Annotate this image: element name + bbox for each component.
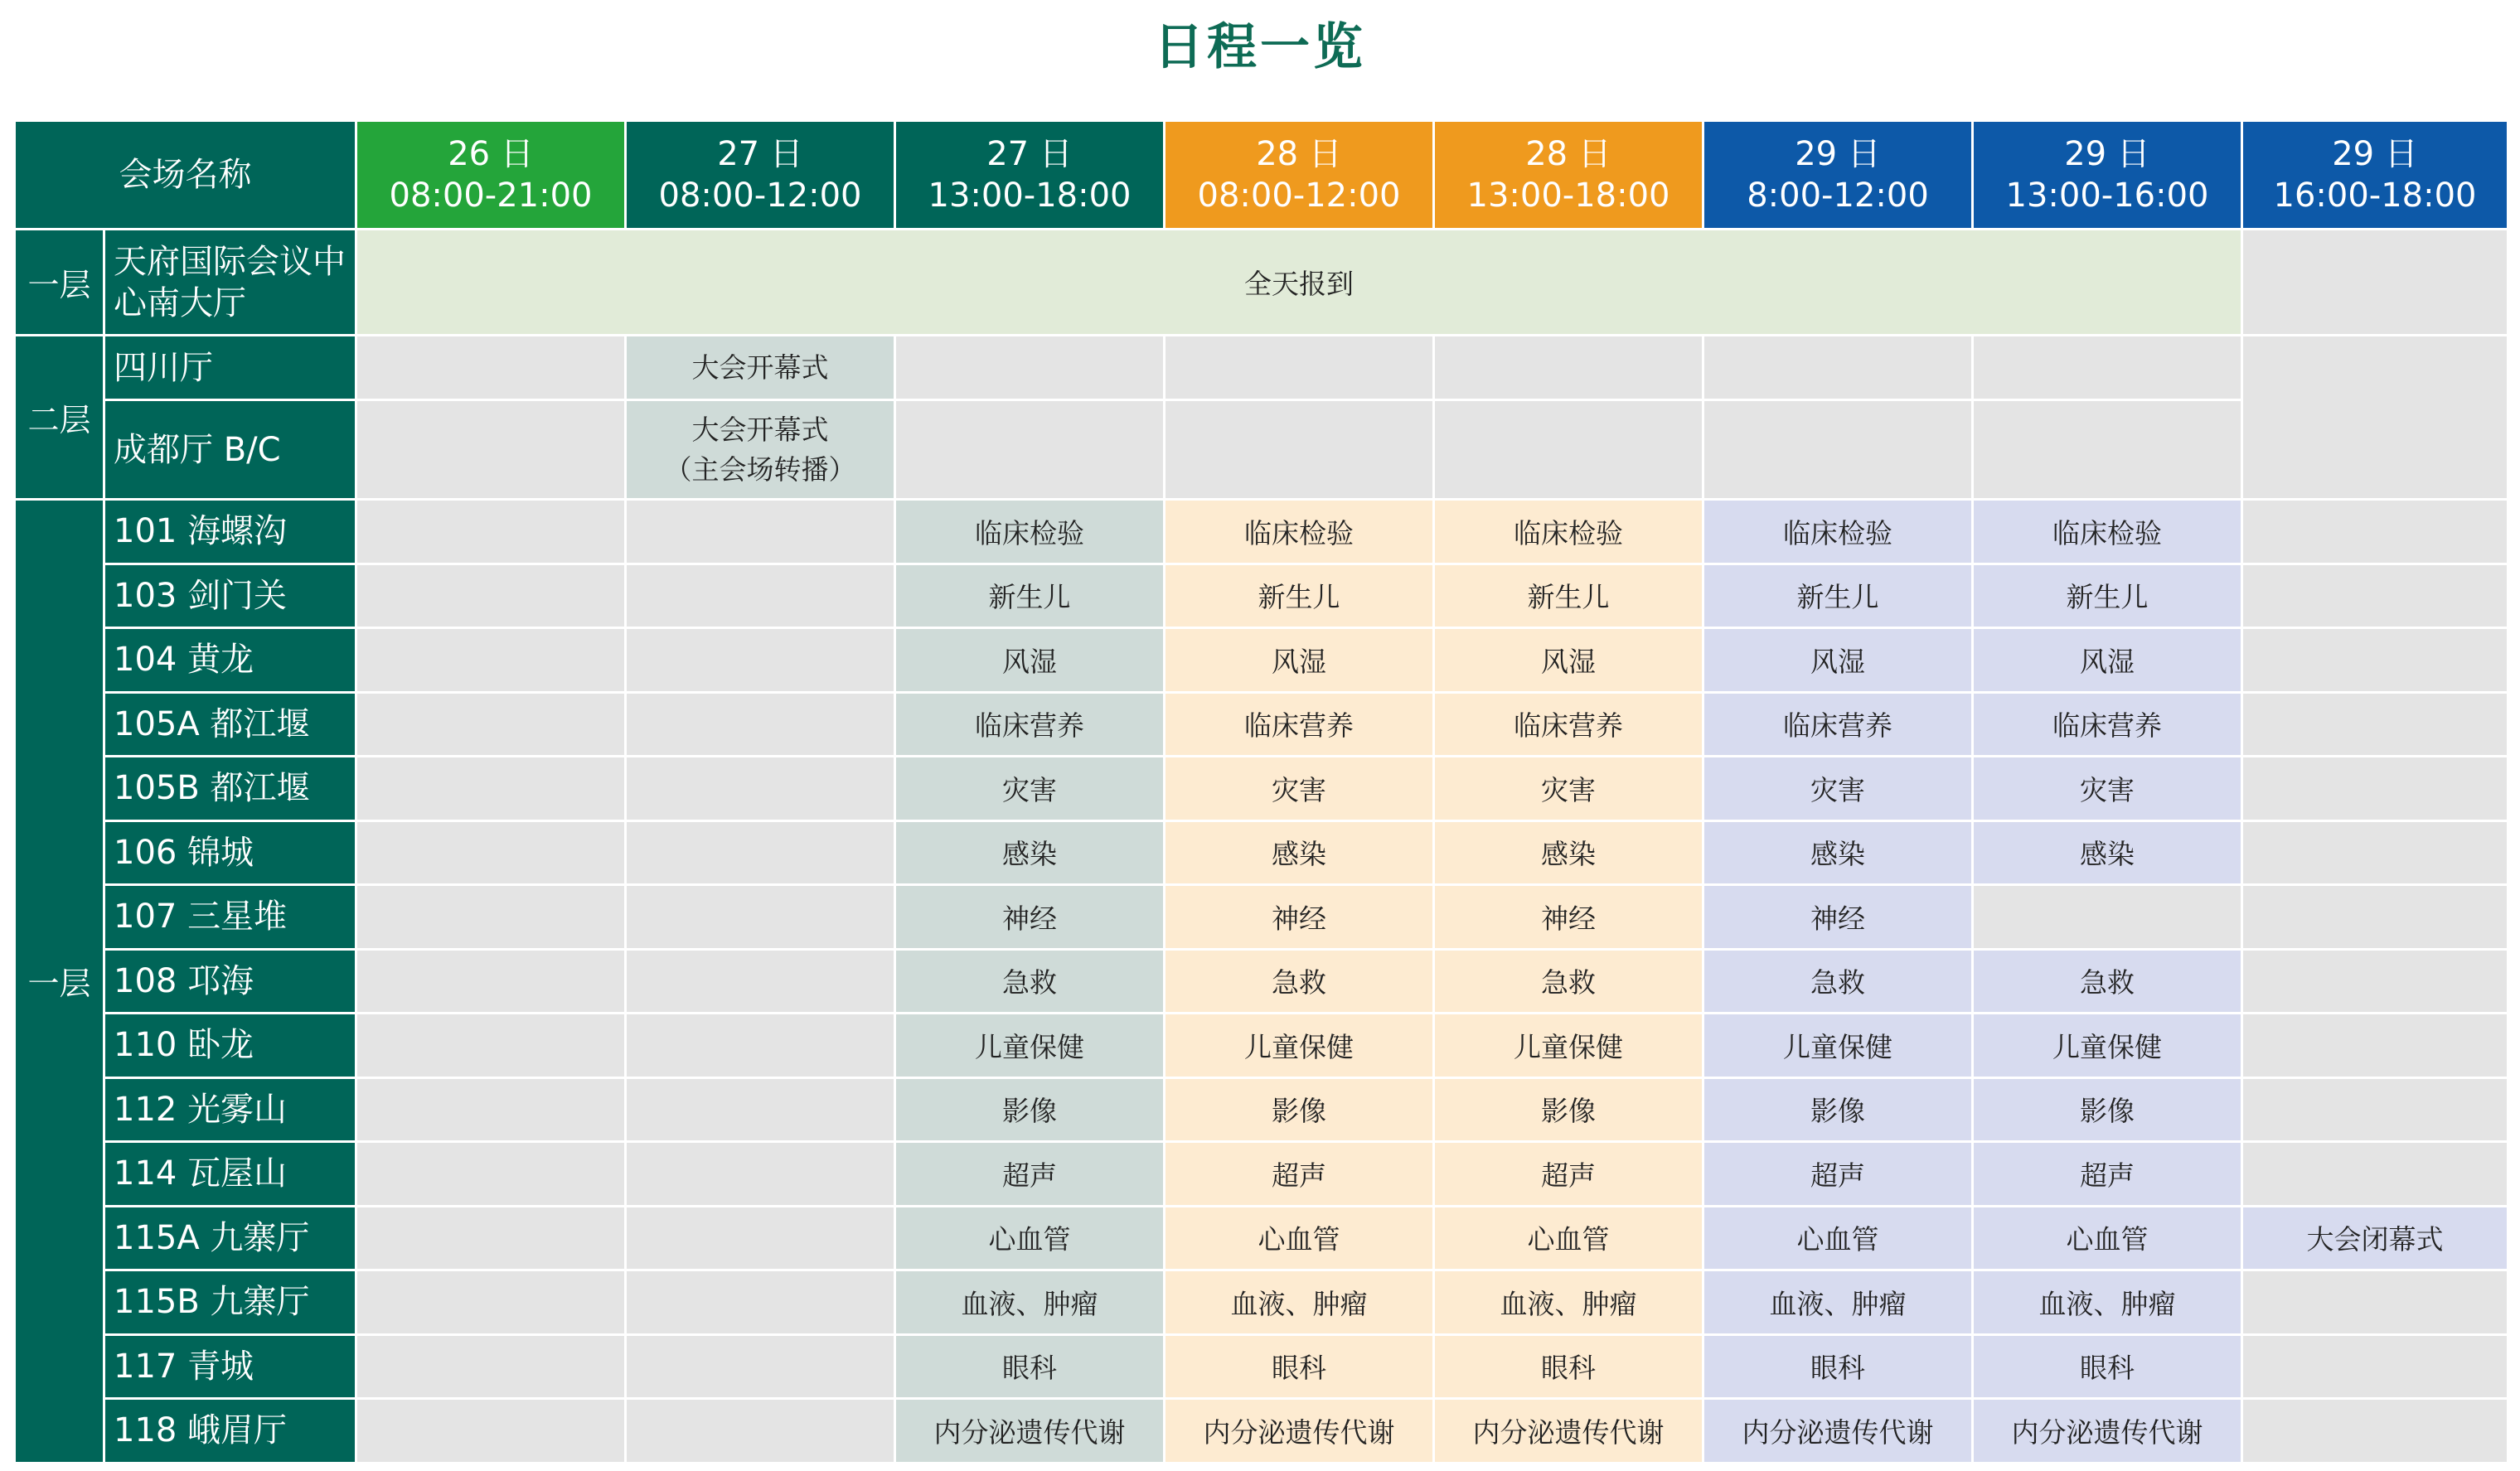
empty-cell bbox=[356, 692, 626, 757]
empty-cell bbox=[1434, 400, 1703, 500]
table-row bbox=[15, 820, 2508, 885]
empty-cell bbox=[356, 1142, 626, 1207]
session-cell: 血液、肿瘤 bbox=[1434, 1270, 1703, 1335]
table-row bbox=[15, 757, 2508, 821]
time-slot-header bbox=[1703, 121, 1973, 230]
session-cell: 内分泌遗传代谢 bbox=[895, 1399, 1165, 1464]
empty-cell bbox=[356, 628, 626, 693]
session-cell: 神经 bbox=[1434, 885, 1703, 950]
session-cell: 风湿 bbox=[1434, 628, 1703, 693]
session-cell: 临床检验 bbox=[1703, 500, 1973, 564]
opening-broadcast-cell bbox=[626, 400, 895, 500]
table-row bbox=[15, 1399, 2508, 1464]
venue-name: 114 瓦屋山 bbox=[104, 1142, 356, 1207]
empty-cell bbox=[2242, 1142, 2508, 1207]
venue-name: 105B 都江堰 bbox=[104, 757, 356, 821]
registration-cell: 全天报到 bbox=[356, 230, 2242, 336]
empty-cell bbox=[626, 885, 895, 950]
empty-cell bbox=[1434, 336, 1703, 400]
empty-cell bbox=[2242, 1270, 2508, 1335]
table-row bbox=[15, 1270, 2508, 1335]
session-cell: 临床营养 bbox=[1434, 692, 1703, 757]
empty-cell bbox=[895, 400, 1165, 500]
venue-name: 104 黄龙 bbox=[104, 628, 356, 693]
empty-cell bbox=[626, 564, 895, 628]
slot-time: 08:00-12:00 bbox=[1197, 177, 1401, 215]
empty-cell bbox=[626, 500, 895, 564]
session-cell: 新生儿 bbox=[1973, 564, 2242, 628]
venue-name: 106 锦城 bbox=[104, 820, 356, 885]
empty-cell bbox=[356, 1334, 626, 1399]
session-cell: 急救 bbox=[1973, 949, 2242, 1014]
venue-name: 105A 都江堰 bbox=[104, 692, 356, 757]
time-slot-header bbox=[1434, 121, 1703, 230]
session-cell: 眼科 bbox=[895, 1334, 1165, 1399]
time-slot-header bbox=[1973, 121, 2242, 230]
time-slot-header bbox=[626, 121, 895, 230]
venue-name: 103 剑门关 bbox=[104, 564, 356, 628]
table-row bbox=[15, 1206, 2508, 1270]
session-cell: 神经 bbox=[1703, 885, 1973, 950]
empty-cell bbox=[1703, 400, 1973, 500]
empty-cell bbox=[626, 1014, 895, 1078]
event-line: （主会场转播） bbox=[664, 452, 856, 486]
session-cell: 临床检验 bbox=[895, 500, 1165, 564]
venue-name: 110 卧龙 bbox=[104, 1014, 356, 1078]
session-cell: 神经 bbox=[895, 885, 1165, 950]
session-cell: 风湿 bbox=[1165, 628, 1434, 693]
session-cell: 儿童保健 bbox=[1165, 1014, 1434, 1078]
floor-label: 二层 bbox=[15, 336, 104, 500]
session-cell: 眼科 bbox=[1434, 1334, 1703, 1399]
session-cell: 灾害 bbox=[895, 757, 1165, 821]
schedule-table bbox=[13, 119, 2509, 1464]
empty-cell bbox=[626, 820, 895, 885]
empty-cell bbox=[626, 692, 895, 757]
session-cell: 影像 bbox=[1434, 1077, 1703, 1142]
empty-cell bbox=[356, 1014, 626, 1078]
table-row bbox=[15, 628, 2508, 693]
session-cell: 风湿 bbox=[895, 628, 1165, 693]
empty-cell bbox=[895, 336, 1165, 400]
session-cell: 血液、肿瘤 bbox=[1973, 1270, 2242, 1335]
empty-cell bbox=[356, 949, 626, 1014]
session-cell: 内分泌遗传代谢 bbox=[1973, 1399, 2242, 1464]
session-cell: 心血管 bbox=[1973, 1206, 2242, 1270]
table-row bbox=[15, 1014, 2508, 1078]
venue-name: 成都厅 B/C bbox=[104, 400, 356, 500]
table-row bbox=[15, 885, 2508, 950]
session-cell: 超声 bbox=[1973, 1142, 2242, 1207]
table-row bbox=[15, 1142, 2508, 1207]
session-cell: 内分泌遗传代谢 bbox=[1434, 1399, 1703, 1464]
header-row bbox=[15, 121, 2508, 230]
session-cell: 临床检验 bbox=[1973, 500, 2242, 564]
session-cell: 血液、肿瘤 bbox=[1165, 1270, 1434, 1335]
session-cell: 新生儿 bbox=[895, 564, 1165, 628]
empty-cell bbox=[2242, 500, 2508, 564]
empty-cell bbox=[356, 1399, 626, 1464]
session-cell: 临床检验 bbox=[1434, 500, 1703, 564]
session-cell: 超声 bbox=[895, 1142, 1165, 1207]
session-cell: 眼科 bbox=[1165, 1334, 1434, 1399]
empty-cell bbox=[2242, 336, 2508, 500]
session-cell: 心血管 bbox=[1165, 1206, 1434, 1270]
empty-cell bbox=[2242, 820, 2508, 885]
session-cell: 心血管 bbox=[1703, 1206, 1973, 1270]
empty-cell bbox=[2242, 692, 2508, 757]
session-cell: 新生儿 bbox=[1165, 564, 1434, 628]
slot-time: 8:00-12:00 bbox=[1747, 177, 1929, 215]
session-cell: 感染 bbox=[1973, 820, 2242, 885]
session-cell: 影像 bbox=[895, 1077, 1165, 1142]
session-cell: 影像 bbox=[1973, 1077, 2242, 1142]
empty-cell bbox=[626, 1399, 895, 1464]
session-cell: 内分泌遗传代谢 bbox=[1165, 1399, 1434, 1464]
session-cell: 临床检验 bbox=[1165, 500, 1434, 564]
empty-cell bbox=[2242, 628, 2508, 693]
venue-name: 115B 九寨厅 bbox=[104, 1270, 356, 1335]
floor-label: 一层 bbox=[15, 500, 104, 1464]
session-cell: 感染 bbox=[1703, 820, 1973, 885]
empty-cell bbox=[2242, 1399, 2508, 1464]
table-row bbox=[15, 692, 2508, 757]
slot-day: 29 日 bbox=[2332, 135, 2418, 173]
slot-day: 27 日 bbox=[986, 135, 1073, 173]
empty-cell bbox=[2242, 1014, 2508, 1078]
venue-name: 107 三星堆 bbox=[104, 885, 356, 950]
empty-cell bbox=[1973, 885, 2242, 950]
session-cell: 心血管 bbox=[1434, 1206, 1703, 1270]
table-row bbox=[15, 336, 2508, 400]
opening-ceremony-cell: 大会开幕式 bbox=[626, 336, 895, 400]
session-cell: 心血管 bbox=[895, 1206, 1165, 1270]
venue-name: 四川厅 bbox=[104, 336, 356, 400]
slot-time: 16:00-18:00 bbox=[2273, 177, 2477, 215]
closing-ceremony-cell: 大会闭幕式 bbox=[2242, 1206, 2508, 1270]
session-cell: 灾害 bbox=[1434, 757, 1703, 821]
venue-name: 115A 九寨厅 bbox=[104, 1206, 356, 1270]
empty-cell bbox=[1165, 400, 1434, 500]
empty-cell bbox=[356, 820, 626, 885]
slot-time: 08:00-21:00 bbox=[389, 177, 593, 215]
session-cell: 血液、肿瘤 bbox=[1703, 1270, 1973, 1335]
empty-cell bbox=[1973, 400, 2242, 500]
session-cell: 临床营养 bbox=[1165, 692, 1434, 757]
empty-cell bbox=[2242, 1334, 2508, 1399]
empty-cell bbox=[626, 628, 895, 693]
empty-cell bbox=[626, 757, 895, 821]
session-cell: 内分泌遗传代谢 bbox=[1703, 1399, 1973, 1464]
table-row bbox=[15, 500, 2508, 564]
slot-time: 13:00-18:00 bbox=[1466, 177, 1670, 215]
empty-cell bbox=[2242, 949, 2508, 1014]
empty-cell bbox=[1703, 336, 1973, 400]
session-cell: 临床营养 bbox=[895, 692, 1165, 757]
session-cell: 儿童保健 bbox=[1703, 1014, 1973, 1078]
time-slot-header bbox=[1165, 121, 1434, 230]
empty-cell bbox=[2242, 230, 2508, 336]
session-cell: 超声 bbox=[1165, 1142, 1434, 1207]
slot-day: 29 日 bbox=[2064, 135, 2150, 173]
session-cell: 风湿 bbox=[1703, 628, 1973, 693]
empty-cell bbox=[356, 757, 626, 821]
session-cell: 灾害 bbox=[1703, 757, 1973, 821]
session-cell: 灾害 bbox=[1973, 757, 2242, 821]
session-cell: 血液、肿瘤 bbox=[895, 1270, 1165, 1335]
session-cell: 儿童保健 bbox=[1973, 1014, 2242, 1078]
slot-time: 13:00-18:00 bbox=[928, 177, 1132, 215]
empty-cell bbox=[626, 1142, 895, 1207]
empty-cell bbox=[356, 336, 626, 400]
empty-cell bbox=[356, 400, 626, 500]
slot-day: 26 日 bbox=[448, 135, 534, 173]
empty-cell bbox=[356, 500, 626, 564]
venue-name: 108 邛海 bbox=[104, 949, 356, 1014]
session-cell: 超声 bbox=[1434, 1142, 1703, 1207]
session-cell: 影像 bbox=[1703, 1077, 1973, 1142]
venue-name: 天府国际会议中心南大厅 bbox=[104, 230, 356, 336]
session-cell: 灾害 bbox=[1165, 757, 1434, 821]
empty-cell bbox=[2242, 885, 2508, 950]
session-cell: 风湿 bbox=[1973, 628, 2242, 693]
event-line: 大会开幕式 bbox=[691, 413, 829, 446]
empty-cell bbox=[626, 949, 895, 1014]
empty-cell bbox=[626, 1206, 895, 1270]
session-cell: 新生儿 bbox=[1434, 564, 1703, 628]
session-cell: 神经 bbox=[1165, 885, 1434, 950]
empty-cell bbox=[2242, 1077, 2508, 1142]
session-cell: 急救 bbox=[1434, 949, 1703, 1014]
empty-cell bbox=[2242, 564, 2508, 628]
empty-cell bbox=[626, 1334, 895, 1399]
slot-day: 28 日 bbox=[1525, 135, 1611, 173]
table-row bbox=[15, 949, 2508, 1014]
empty-cell bbox=[356, 1077, 626, 1142]
venue-name: 118 峨眉厅 bbox=[104, 1399, 356, 1464]
empty-cell bbox=[1973, 336, 2242, 400]
session-cell: 感染 bbox=[895, 820, 1165, 885]
slot-time: 13:00-16:00 bbox=[2005, 177, 2209, 215]
table-row bbox=[15, 1334, 2508, 1399]
venue-column-header: 会场名称 bbox=[15, 121, 356, 230]
empty-cell bbox=[356, 1206, 626, 1270]
slot-day: 28 日 bbox=[1256, 135, 1342, 173]
session-cell: 超声 bbox=[1703, 1142, 1973, 1207]
session-cell: 急救 bbox=[895, 949, 1165, 1014]
slot-time: 08:00-12:00 bbox=[658, 177, 862, 215]
empty-cell bbox=[2242, 757, 2508, 821]
table-row bbox=[15, 400, 2508, 500]
session-cell: 感染 bbox=[1165, 820, 1434, 885]
time-slot-header bbox=[356, 121, 626, 230]
session-cell: 临床营养 bbox=[1973, 692, 2242, 757]
slot-day: 27 日 bbox=[717, 135, 803, 173]
empty-cell bbox=[626, 1270, 895, 1335]
session-cell: 儿童保健 bbox=[895, 1014, 1165, 1078]
empty-cell bbox=[356, 885, 626, 950]
time-slot-header bbox=[895, 121, 1165, 230]
slot-day: 29 日 bbox=[1795, 135, 1881, 173]
empty-cell bbox=[356, 1270, 626, 1335]
empty-cell bbox=[1165, 336, 1434, 400]
session-cell: 急救 bbox=[1165, 949, 1434, 1014]
page-title: 日程一览 bbox=[1154, 18, 1366, 76]
table-row bbox=[15, 564, 2508, 628]
table-row bbox=[15, 1077, 2508, 1142]
time-slot-header bbox=[2242, 121, 2508, 230]
empty-cell bbox=[356, 564, 626, 628]
session-cell: 感染 bbox=[1434, 820, 1703, 885]
session-cell: 新生儿 bbox=[1703, 564, 1973, 628]
session-cell: 急救 bbox=[1703, 949, 1973, 1014]
session-cell: 影像 bbox=[1165, 1077, 1434, 1142]
table-row bbox=[15, 230, 2508, 336]
session-cell: 眼科 bbox=[1703, 1334, 1973, 1399]
session-cell: 临床营养 bbox=[1703, 692, 1973, 757]
floor-label: 一层 bbox=[15, 230, 104, 336]
venue-name: 101 海螺沟 bbox=[104, 500, 356, 564]
venue-name: 112 光雾山 bbox=[104, 1077, 356, 1142]
session-cell: 眼科 bbox=[1973, 1334, 2242, 1399]
session-cell: 儿童保健 bbox=[1434, 1014, 1703, 1078]
venue-name: 117 青城 bbox=[104, 1334, 356, 1399]
empty-cell bbox=[626, 1077, 895, 1142]
